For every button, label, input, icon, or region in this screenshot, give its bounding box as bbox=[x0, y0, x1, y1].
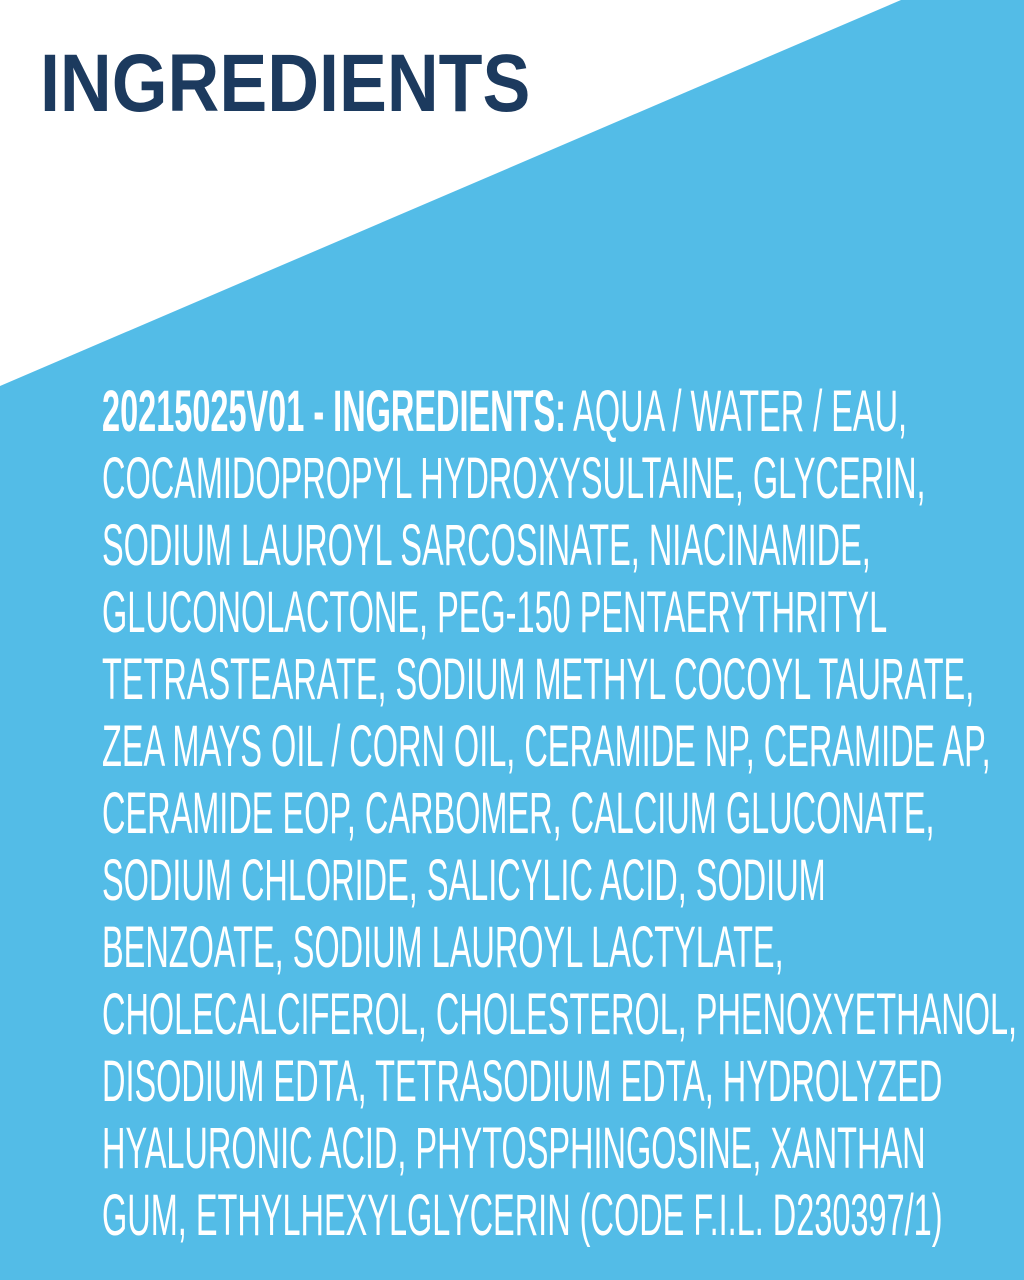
ingredients-line: CHOLECALCIFEROL, CHOLESTEROL, PHENOXYETHANOL, bbox=[102, 982, 1018, 1047]
ingredients-line bbox=[102, 378, 1009, 445]
ingredients-line: SODIUM CHLORIDE, SALICYLIC ACID, SODIUM bbox=[102, 848, 826, 913]
ingredients-line: GUM, ETHYLHEXYLGLYCERIN (CODE F.I.L. D230397/1) bbox=[102, 1183, 943, 1248]
batch-code-and-label: 20215025V01 - INGREDIENTS: bbox=[102, 379, 566, 444]
ingredients-line: HYALURONIC ACID, PHYTOSPHINGOSINE, XANTHAN bbox=[102, 1116, 926, 1181]
ingredients-line: TETRASTEARATE, SODIUM METHYL COCOYL TAURATE, bbox=[102, 647, 975, 712]
ingredients-line: CERAMIDE EOP, CARBOMER, CALCIUM GLUCONATE, bbox=[102, 781, 935, 846]
ingredients-text bbox=[102, 378, 1018, 1249]
ingredients-line: GLUCONOLACTONE, PEG-150 PENTAERYTHRITYL bbox=[102, 580, 888, 645]
ingredients-line-rest: AQUA / WATER / EAU, bbox=[565, 379, 908, 444]
ingredients-line: ZEA MAYS OIL / CORN OIL, CERAMIDE NP, CERAMIDE AP, bbox=[102, 714, 991, 779]
ingredients-line: BENZOATE, SODIUM LAUROYL LACTYLATE, bbox=[102, 915, 784, 980]
ingredients-line: DISODIUM EDTA, TETRASODIUM EDTA, HYDROLYZED bbox=[102, 1049, 943, 1114]
ingredients-heading: INGREDIENTS bbox=[40, 38, 531, 129]
ingredients-line: SODIUM LAUROYL SARCOSINATE, NIACINAMIDE, bbox=[102, 513, 871, 578]
ingredients-line: COCAMIDOPROPYL HYDROXYSULTAINE, GLYCERIN, bbox=[102, 446, 926, 511]
